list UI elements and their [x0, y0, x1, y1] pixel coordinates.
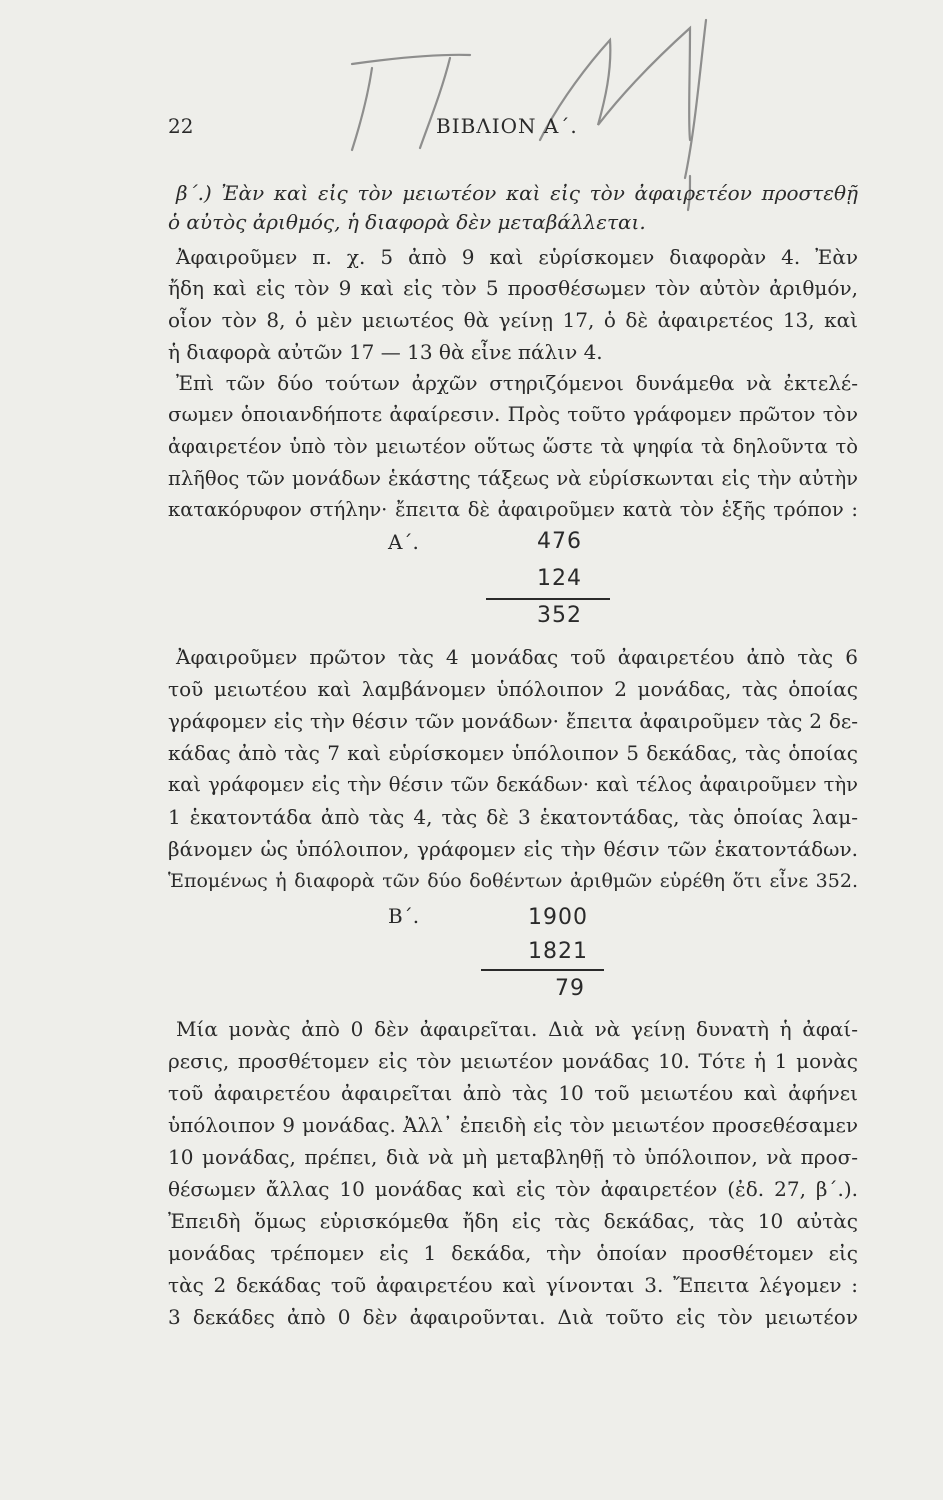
text-line: Ἀφαιροῦμεν π. χ. 5 ἀπὸ 9 καὶ εὑρίσκομεν διαφορὰν 4. Ἐὰν — [176, 245, 858, 269]
text-line: Ἑπομένως ἡ διαφορὰ τῶν δύο δοθέντων ἀριθμῶν εὑρέθη ὅτι εἶνε 352. — [168, 870, 858, 892]
text-line: ρεσις, προσθέτομεν εἰς τὸν μειωτέον μονάδας 10. Τότε ἡ 1 μονὰς — [168, 1049, 858, 1073]
text-line: γράφομεν εἰς τὴν θέσιν τῶν μονάδων· ἔπειτα ἀφαιροῦμεν τὰς 2 δε- — [168, 709, 858, 733]
calc-a-label: Α΄. — [388, 530, 419, 554]
text-line: Ἐπειδὴ ὅμως εὑρισκόμεθα ἤδη εἰς τὰς δεκάδας, τὰς 10 αὐτὰς — [168, 1209, 858, 1233]
text-line: θέσωμεν ἄλλας 10 μονάδας καὶ εἰς τὸν ἀφαιρετέον (ἐδ. 27, β΄.). — [168, 1177, 858, 1201]
page-number: 22 — [168, 114, 194, 138]
text-line: Ἀφαιροῦμεν πρῶτον τὰς 4 μονάδας τοῦ ἀφαιρετέου ἀπὸ τὰς 6 — [176, 645, 858, 669]
text-line: ἀφαιρετέον ὑπὸ τὸν μειωτέον οὕτως ὥστε τὰ ψηφία τὰ δηλοῦντα τὸ — [168, 435, 858, 458]
text-line: ἡ διαφορὰ αὐτῶν 17 — 13 θὰ εἶνε πάλιν 4. — [168, 340, 603, 364]
text-line: τοῦ ἀφαιρετέου ἀφαιρεῖται ἀπὸ τὰς 10 τοῦ μειωτέου καὶ ἀφήνει — [168, 1081, 858, 1105]
text-line: ὁ αὐτὸς ἀριθμός, ἡ διαφορὰ δὲν μεταβάλλεται. — [168, 210, 646, 234]
text-line: τοῦ μειωτέου καὶ λαμβάνομεν ὑπόλοιπον 2 μονάδας, τὰς ὁποίας — [168, 677, 858, 701]
calc-a-difference: 352 — [537, 603, 582, 628]
text-line: βάνομεν ὡς ὑπόλοιπον, γράφομεν εἰς τὴν θέσιν τῶν ἑκατοντάδων. — [168, 837, 858, 861]
text-line: 1 ἑκατοντάδα ἀπὸ τὰς 4, τὰς δὲ 3 ἑκατοντάδας, τὰς ὁποίας λαμ- — [168, 805, 858, 829]
text-line: πλῆθος τῶν μονάδων ἑκάστης τάξεως νὰ εὑρίσκωνται εἰς τὴν αὐτὴν — [168, 467, 858, 490]
text-line: καὶ γράφομεν εἰς τὴν θέσιν τῶν δεκάδων· καὶ τέλος ἀφαιροῦμεν τὴν — [168, 773, 858, 796]
calc-b-subtrahend: 1821 — [528, 939, 588, 964]
calc-b-difference: 79 — [555, 976, 585, 1001]
text-line: ὑπόλοιπον 9 μονάδας. Ἀλλ᾽ ἐπειδὴ εἰς τὸν μειωτέον προσεθέσαμεν — [168, 1113, 858, 1137]
text-line: μονάδας τρέπομεν εἰς 1 δεκάδα, τὴν ὁποίαν προσθέτομεν εἰς — [168, 1241, 858, 1265]
text-line: Μία μονὰς ἀπὸ 0 δὲν ἀφαιρεῖται. Διὰ νὰ γείνῃ δυνατὴ ἡ ἀφαί- — [176, 1017, 858, 1041]
calc-b-minuend: 1900 — [528, 905, 588, 930]
calc-a-subtrahend: 124 — [537, 566, 582, 591]
text-line: 3 δεκάδες ἀπὸ 0 δὲν ἀφαιροῦνται. Διὰ τοῦτο εἰς τὸν μειωτέον — [168, 1305, 858, 1329]
text-line: Ἐπὶ τῶν δύο τούτων ἀρχῶν στηριζόμενοι δυνάμεθα νὰ ἐκτελέ- — [176, 371, 858, 395]
calc-b-rule — [481, 969, 604, 971]
text-line: 10 μονάδας, πρέπει, διὰ νὰ μὴ μεταβληθῇ τὸ ὑπόλοιπον, νὰ προσ- — [168, 1145, 858, 1169]
calc-a-minuend: 476 — [537, 529, 582, 554]
text-line: τὰς 2 δεκάδας τοῦ ἀφαιρετέου καὶ γίνονται 3. Ἔπειτα λέγομεν : — [168, 1273, 858, 1297]
text-line: σωμεν ὁποιανδήποτε ἀφαίρεσιν. Πρὸς τοῦτο γράφομεν πρῶτον τὸν — [168, 402, 858, 426]
text-line: κατακόρυφον στήλην· ἔπειτα δὲ ἀφαιροῦμεν κατὰ τὸν ἑξῆς τρόπον : — [168, 498, 858, 521]
text-line: β΄.) Ἐὰν καὶ εἰς τὸν μειωτέον καὶ εἰς τὸν ἀφαιρετέον προστεθῇ — [176, 181, 858, 205]
running-title: ΒΙΒΛΙΟΝ Α΄. — [436, 114, 578, 138]
text-line: οἷον τὸν 8, ὁ μὲν μειωτέος θὰ γείνῃ 17, ὁ δὲ ἀφαιρετέος 13, καὶ — [168, 308, 858, 332]
calc-a-rule — [486, 598, 610, 600]
text-line: κάδας ἀπὸ τὰς 7 καὶ εὑρίσκομεν ὑπόλοιπον 5 δεκάδας, τὰς ὁποίας — [168, 741, 858, 765]
text-line: ἤδη καὶ εἰς τὸν 9 καὶ εἰς τὸν 5 προσθέσωμεν τὸν αὐτὸν ἀριθμόν, — [168, 276, 858, 300]
calc-b-label: Β΄. — [388, 904, 420, 928]
page-header — [168, 114, 858, 144]
